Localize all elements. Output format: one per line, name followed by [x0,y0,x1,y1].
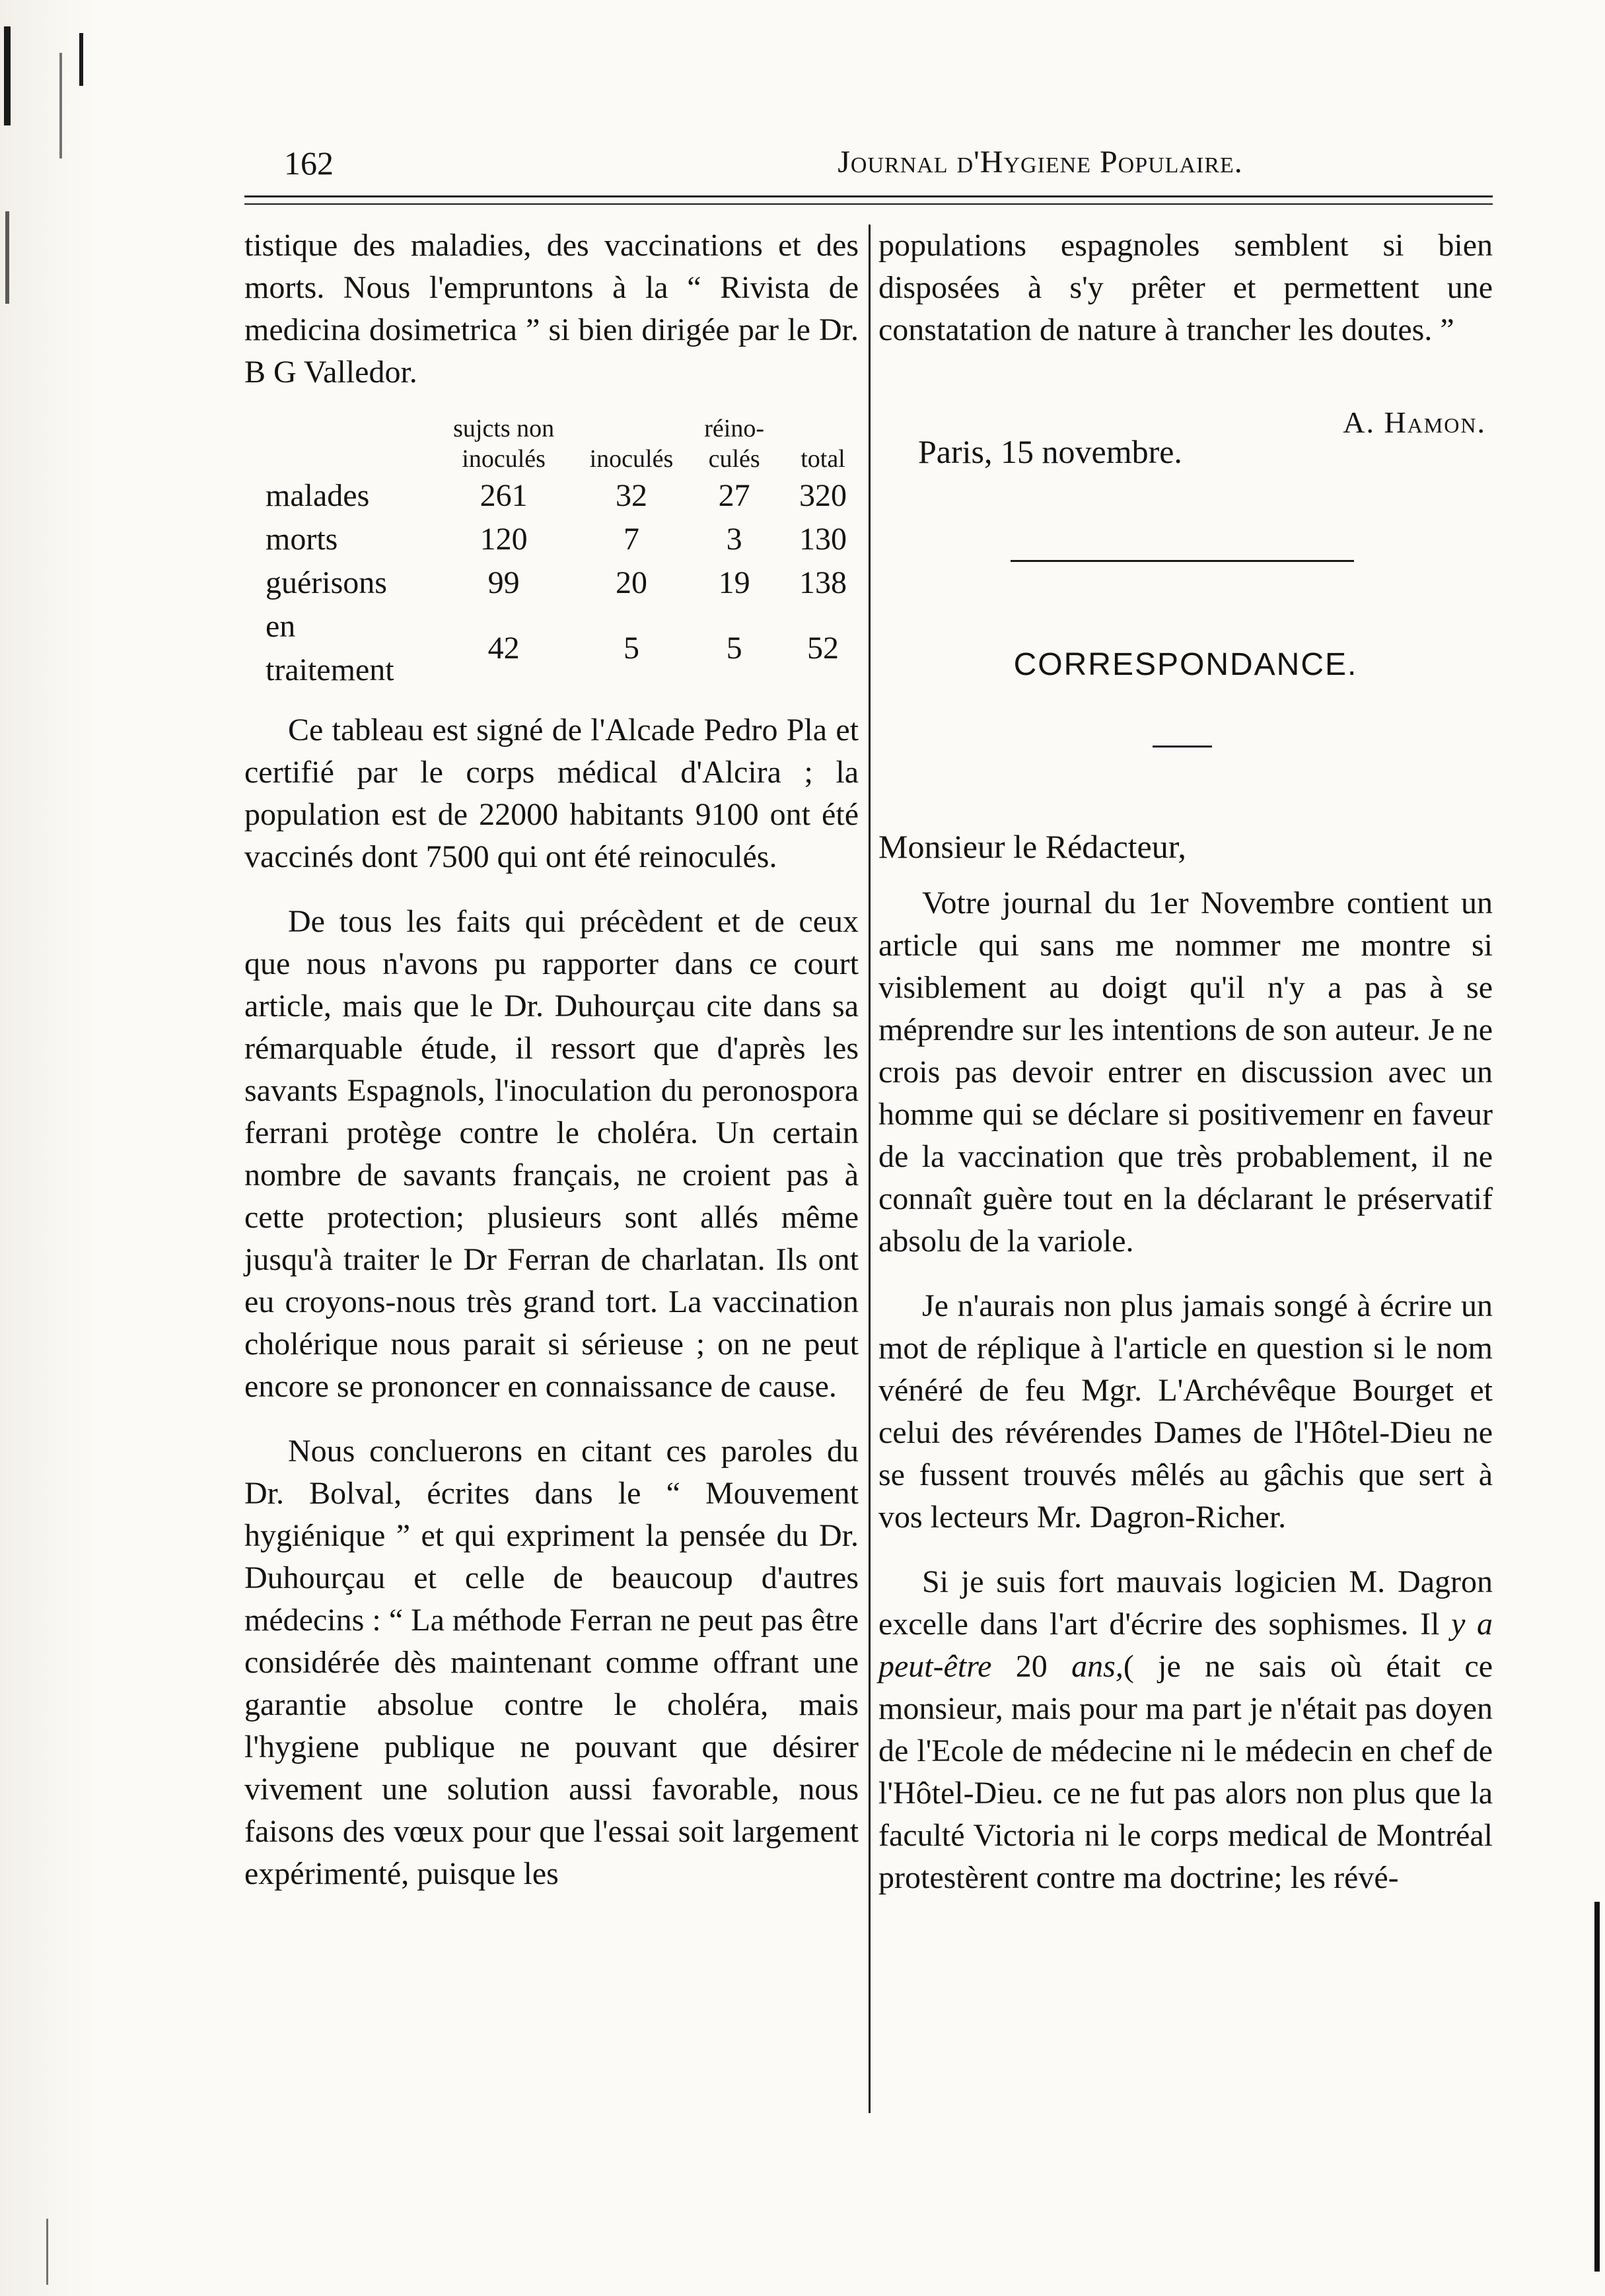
table-cell: 130 [799,522,847,557]
paragraph: Je n'aurais non plus jamais songé à écrire un mot de réplique à l'article en question si le nom vénéré de feu Mgr. L'Archévêque Bourget et celui des révérendes Dames de l'Hôtel-Dieu ne se fussent trouvés mêlés au gâchis que sert à vos lecteurs Mr. Dagron-Richer. [878,1288,1493,1535]
table-header-cell: sujcts non inoculés [453,415,555,473]
italic-text: y a peut-être [878,1607,1493,1684]
table-cell: 3 [726,522,742,557]
table-cell: 138 [799,565,847,600]
section-title: CORRESPONDANCE. [1013,647,1358,682]
table-cell: 20 [615,565,647,600]
table-header-cell: inoculés [589,445,674,473]
paragraph: Ce tableau est signé de l'Alcade Pedro Pla et certifié par le corps médical d'Alcira ; la population est de 22000 habitants 9100 ont été vaccinés dont 7500 qui ont été reinoculés. [244,713,859,874]
table-header-cell: total [801,445,845,473]
running-header [284,144,1513,190]
statistics-table [266,413,859,692]
table-cell: 32 [615,478,647,513]
author-signature: A. Hamon. [1343,405,1486,439]
left-column [244,225,859,1895]
signature-block [878,401,1493,487]
table-cell: 5 [623,631,639,666]
header-rule-bottom [244,203,1493,205]
table-cell: malades [266,478,370,513]
table-cell: 27 [718,478,750,513]
table-header-row [266,413,859,474]
text-run: Si je suis fort mauvais logicien M. Dagron excelle dans l'art d'écrire des sophismes. Il [878,1564,1493,1642]
table-cell: 120 [480,522,528,557]
page-number: 162 [284,145,334,182]
running-title: Journal d'Hygiene Populaire. [838,145,1243,180]
table-cell: 320 [799,478,847,513]
table-row [266,518,859,561]
table-cell: 52 [806,631,839,666]
paragraph: De tous les faits qui précèdent et de ceux que nous n'avons pu rapporter dans ce court article, mais que le Dr. Duhourçau cite dans sa rémarquable étude, il ressort que d'après les savants Espagnols, l'inoculation du peronospora ferrani protège contre le choléra. Un certain nombre de savants français, ne croient pas à cette protection; plusieurs sont allés même jusqu'à traiter le Dr Ferran de charlatan. Ils ont eu croyons-nous très grand tort. La vaccination cholérique nous parait si sérieuse ; on ne peut encore se prononcer en connaissance de cause. [244,904,859,1404]
italic-text: ans, [1071,1649,1124,1684]
table-cell: 5 [726,631,742,666]
table-cell: guérisons [266,565,387,600]
table-cell: 7 [623,522,639,557]
table-row [266,474,859,518]
table-header-cell: réino- culés [704,415,764,473]
text-run: ( je ne sais où était ce monsieur, mais pour ma part je n'était pas doyen de l'Ecole de médecine ni le médecin en chef de l'Hôtel-Dieu. ce ne fut pas alors non plus que la faculté Victoria ni le corps medical de Montréal protestèrent contre ma doctrine; les révé- [878,1649,1493,1895]
table-cell: en traitement [266,609,394,687]
section-divider [1011,560,1354,562]
scan-margin-artifacts [0,0,99,2296]
table-cell: 261 [480,478,528,513]
table-cell: 42 [487,631,520,666]
table-cell: 19 [718,565,750,600]
table-row [266,605,859,692]
paragraph: Nous concluerons en citant ces paroles du Dr. Bolval, écrites dans le “ Mouvement hygiénique ” et qui expriment la pensée du Dr. Duhourçau et celle de beaucoup d'autres médecins : “ La méthode Ferran ne peut pas être considérée dès maintenant comme offrant une garantie absolue contre le choléra, mais l'hygiene publique ne pouvant que désirer vivement une solution aussi favorable, nous faisons des vœux pour que l'essai soit largement expérimenté, puisque les [244,1434,859,1891]
table-row [266,561,859,605]
table-cell: morts [266,522,338,557]
header-rule-top [244,195,1493,197]
column-divider [869,225,871,2113]
paragraph [878,1561,1493,1899]
table-cell: 99 [487,565,520,600]
salutation: Monsieur le Rédacteur, [878,828,1186,865]
right-column [878,225,1493,1899]
text-run: 20 [991,1649,1072,1684]
paragraph: populations espagnoles semblent si bien disposées à s'y prêter et permettent une constatation de nature à trancher les doutes. ” [878,228,1493,347]
paragraph: tistique des maladies, des vaccinations et des morts. Nous l'empruntons à la “ Rivista de medicina dosimetrica ” si bien dirigée par le Dr. B G Valledor. [244,228,859,390]
dateline: Paris, 15 novembre. [918,433,1182,470]
scan-edge-mark [1594,1902,1600,2272]
paragraph: Votre journal du 1er Novembre contient un article qui sans me nommer me montre si visiblement au doigt qu'il n'y a pas à se méprendre sur les intentions de son auteur. Je ne crois pas devoir entrer en discussion avec un homme qui se déclare si positivemenr en faveur de la vaccination que très probablement, il ne connaît guère tout en la déclarant le préservatif absolu de la variole. [878,886,1493,1259]
table-header-cell [266,413,426,474]
title-dash [1153,746,1212,748]
